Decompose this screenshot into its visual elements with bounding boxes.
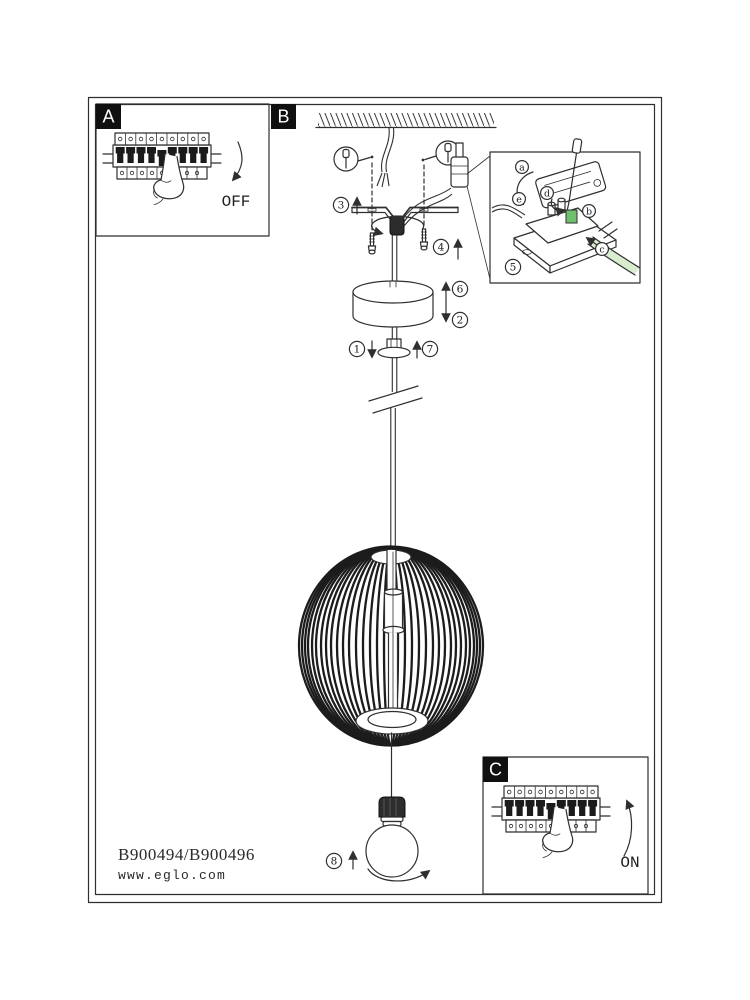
step-7-badge [422, 341, 437, 356]
step-5-badge [505, 259, 520, 274]
svg-text:4: 4 [437, 241, 445, 254]
section-b-label: B [277, 106, 290, 127]
svg-text:2: 2 [456, 314, 464, 327]
switch-down-arrow-icon [233, 142, 242, 180]
callout-line-bottom [467, 186, 490, 279]
terminal-label-d [541, 187, 554, 200]
step-8-badge [326, 853, 341, 868]
svg-text:6: 6 [456, 283, 464, 296]
section-a [96, 104, 269, 236]
svg-text:e: e [516, 194, 522, 206]
off-label: OFF [221, 193, 251, 211]
svg-text:c: c [599, 244, 605, 256]
canopy [353, 281, 433, 327]
break-mark-2 [373, 398, 422, 413]
terminal-label-b [583, 205, 596, 218]
highlighted-terminal [566, 210, 577, 223]
lamp-socket [379, 797, 405, 826]
screw-point-left [371, 156, 374, 159]
svg-text:8: 8 [330, 855, 338, 868]
svg-text:d: d [543, 188, 551, 200]
screw-left [368, 233, 375, 254]
svg-text:7: 7 [426, 343, 434, 356]
step-3-badge [333, 197, 348, 212]
section-b [271, 104, 640, 881]
switch-up-arrow-icon [624, 801, 632, 856]
terminal-label-c [596, 243, 609, 256]
breaker-panel-off-icon [103, 133, 221, 205]
cord-grip [378, 339, 410, 358]
website-url: www.eglo.com [118, 868, 227, 883]
step-1-badge [349, 341, 364, 356]
svg-text:b: b [585, 206, 593, 218]
section-c-label: C [489, 759, 502, 780]
break-mark-1 [369, 386, 418, 401]
on-label: ON [620, 854, 640, 872]
screwdriver-icon-left [334, 147, 358, 171]
screw-point-right [422, 159, 425, 162]
svg-text:1: 1 [353, 343, 361, 356]
svg-text:3: 3 [337, 199, 345, 212]
screw-right [420, 229, 427, 250]
shade-bottom-diffuser [368, 712, 416, 728]
step-2-badge [452, 312, 467, 327]
terminal-label-e [513, 193, 526, 206]
breaker-panel-on-icon [492, 786, 610, 858]
step-4-badge [433, 239, 448, 254]
pointer-line-left [358, 158, 370, 162]
wiring-detail-inset [490, 138, 640, 283]
mains-cable [377, 128, 394, 187]
lamp-shade [299, 547, 483, 746]
svg-text:a: a [519, 162, 525, 174]
callout-line-top [467, 156, 490, 174]
product-codes: B900494/B900496 [118, 845, 255, 864]
mounting-bracket [352, 208, 458, 236]
terminal-label-a [516, 161, 529, 174]
strain-relief-block [390, 216, 404, 235]
light-bulb [366, 825, 418, 877]
pointer-line-right [425, 156, 436, 160]
step-6-badge [452, 281, 467, 296]
ceiling-hatch [318, 113, 494, 127]
section-a-label: A [102, 106, 115, 127]
section-c [483, 757, 648, 894]
bracket-slot-left [368, 209, 376, 212]
svg-text:5: 5 [509, 261, 517, 274]
